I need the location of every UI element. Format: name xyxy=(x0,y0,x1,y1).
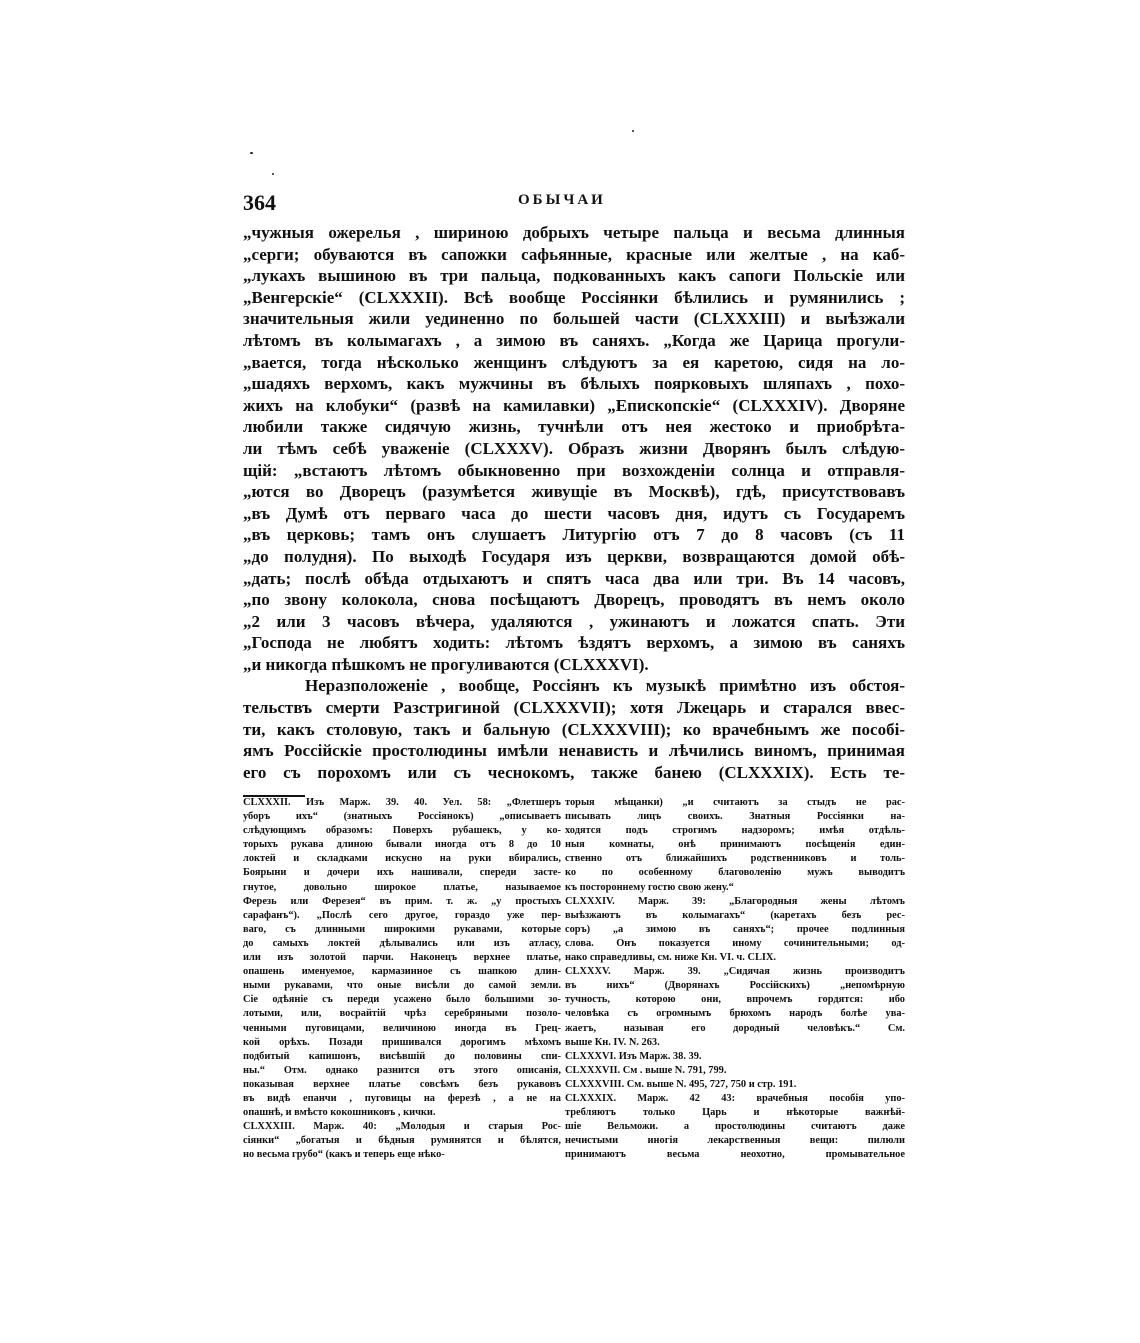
footnote-line: выше Кн. IV. N. 263. xyxy=(565,1036,660,1048)
footnote-line: ственно отъ ближайшихъ родственниковъ и толь- xyxy=(565,853,905,865)
footnote-line: CLXXXV. Марж. 39. „Сидячая жизнь производитъ xyxy=(565,966,905,978)
footnote-line: человѣка съ огромнымъ брюхомъ народъ болѣе ува- xyxy=(565,1008,905,1020)
footnote-line: торыя мѣщанки) „и считаютъ за стыдъ не рас- xyxy=(565,797,905,808)
footnote-line: слова. Онъ показуется иному сочинительными; од- xyxy=(565,937,905,949)
footnotes-left-column xyxy=(243,796,561,1162)
text-line: „ются во Дворецъ (разумѣется живущіе въ Москвѣ), гдѣ, присутствовавъ xyxy=(243,482,905,502)
footnote-line: CLXXXVII. См . выше N. 791, 799. xyxy=(565,1064,727,1076)
page-number: 364 xyxy=(243,190,276,215)
footnote-line: нечистыми иногія лекарственныя вещи: пилюли xyxy=(565,1135,905,1147)
footnote-line: гнутое, довольно широкое платье, называемое xyxy=(243,881,561,893)
running-title: ОБЫЧАИ xyxy=(518,192,606,208)
text-line: „серги; обуваются въ сапожки сафьянные, красные или желтые , на каб- xyxy=(243,244,905,264)
text-line: „по звону колокола, снова посѣщаютъ Дворецъ, проводятъ въ немъ около xyxy=(243,590,905,610)
footnote-line: шіе Вельможи. а простолюдины считаютъ даже xyxy=(565,1121,905,1133)
footnote-line: локтей и складками искусно на руки вбирались, xyxy=(243,853,561,865)
footnote-line: принимаютъ весьма неохотно, промывательное xyxy=(565,1149,905,1161)
footnote-line: но весьма грубо“ (какъ и теперь еще нѣко- xyxy=(243,1149,445,1161)
text-line: „лукахъ вышиною въ три пальца, подкованныхъ какъ сапоги Польскіе или xyxy=(243,266,905,286)
text-line: „2 или 3 часовъ вѣчера, удаляются , ужинаютъ и ложатся спать. Эти xyxy=(243,611,905,631)
footnote-line: Сіе одѣяніе съ переди усажено было большими зо- xyxy=(243,994,561,1006)
footnote-line: опашень именуемое, кармазинное съ шапкою длин- xyxy=(243,966,561,978)
text-line: лѣтомъ въ колымагахъ , а зимою въ саняхъ. „Когда же Царица прогули- xyxy=(243,330,905,350)
text-line: „Венгерскіе“ (CLXXXII). Всѣ вообще Россіянки бѣлились и румянились ; xyxy=(243,287,905,307)
text-line: любили также сидячую жизнь, тучнѣли отъ нея жестоко и приобрѣта- xyxy=(243,417,905,437)
footnote-line: соръ) „а зимою въ саняхъ“; прочее подлинныя xyxy=(565,923,905,935)
text-line: „Господа не любятъ ходить: лѣтомъ ѣздятъ верхомъ, а зимою въ саняхъ xyxy=(243,633,905,653)
footnote-line: ко по особенному благоволенію мужъ выводитъ xyxy=(565,867,905,879)
footnote-line: ходятся подъ строгимъ надзоромъ; имѣя отдѣль- xyxy=(565,825,905,837)
footnote-line: уборъ ихъ“ (знатныхъ Россіянокъ) „описываетъ xyxy=(243,811,561,823)
footnote-line: къ постороннему гостю свою жену.“ xyxy=(565,881,734,893)
footnote-line: ны.“ Отм. однако разнится отъ этого описанія, xyxy=(243,1064,561,1076)
text-line: жихъ на клобуки“ (развѣ на камилавки) „Епископскіе“ (CLXXXIV). Дворяне xyxy=(243,395,905,415)
text-line: „вается, тогда нѣсколько женщинъ слѣдуютъ за ея каретою, сидя на ло- xyxy=(243,352,905,372)
text-line: тельствъ смерти Разстригиной (CLXXXVII); хотя Лжецарь и старался ввес- xyxy=(243,698,905,718)
footnote-line: писывать лицъ своихъ. Знатныя Россіянки на- xyxy=(565,811,905,823)
footnote-line: кой орѣхъ. Позади пришивался дорогимъ мѣхомъ xyxy=(243,1036,561,1048)
footnote-line: показывая верхнее платье совсѣмъ безъ рукавовъ xyxy=(243,1078,561,1090)
footnote-line: жаетъ, называя его дородный человѣкъ.“ См. xyxy=(565,1022,905,1034)
main-text xyxy=(243,222,905,783)
text-line: „въ церковь; тамъ онъ слушаетъ Литургію отъ 7 до 8 часовъ (съ 11 xyxy=(243,525,905,545)
footnote-line: CLXXXII. Изъ Марж. 39. 40. Уел. 58: „Флетшеръ xyxy=(243,797,561,808)
text-line: „чужныя ожерелья , шириною добрыхъ четыре пальца и весьма длинныя xyxy=(243,223,905,242)
footnote-line: сіянки“ „богатыя и бѣдныя румянятся и бѣлятся, xyxy=(243,1135,561,1147)
footnotes-right-column xyxy=(565,796,905,1162)
text-line: „шадяхъ верхомъ, какъ мужчины въ бѣлыхъ поярковыхъ шляпахъ , похо- xyxy=(243,374,905,394)
text-line: „до полудня). По выходѣ Государя изъ церкви, возвращаются домой обѣ- xyxy=(243,546,905,566)
footnote-line: опашнѣ, и вмѣсто кокошниковъ , кички. xyxy=(243,1107,436,1119)
footnote-line: до самыхъ локтей дѣлывались или изъ атласу, xyxy=(243,937,561,949)
footnote-line: требляютъ только Царь и нѣкоторые важнѣй- xyxy=(565,1107,905,1119)
footnote-line: ными рукавами, что оные висѣли до самой земли. xyxy=(243,980,561,992)
footnote-line: Ферезь или Ферезея“ въ прим. т. ж. „у простыхъ xyxy=(243,895,561,907)
footnote-line: въ видѣ епанчи , пуговицы на ферезѣ , а не на xyxy=(243,1092,561,1104)
footnote-line: лотыми, или, восрайтій чрѣз серебряными позоло- xyxy=(243,1008,561,1020)
footnote-line: въ нихъ“ (Дворянахъ Россійскихъ) „непомѣрную xyxy=(565,980,905,992)
scan-speck xyxy=(250,152,253,154)
footnote-line: сарафанъ“). „Послѣ сего другое, гораздо уже пер- xyxy=(243,909,561,921)
page-header xyxy=(243,190,903,220)
scan-speck xyxy=(632,130,634,132)
footnote-line: выѣзжаютъ въ колымагахъ“ (каретахъ безъ рес- xyxy=(565,909,905,921)
footnote-line: торыхъ рукава длиною бывали иногда отъ 8 до 10 xyxy=(243,839,561,851)
footnote-line: подбитый капишонъ, висѣвшій до половины спи- xyxy=(243,1050,561,1062)
text-line: значительныя жили уединенно по большей части (CLXXXIII) и выѣзжали xyxy=(243,309,905,329)
text-line: щій: „встаютъ лѣтомъ обыкновенно при возхожденіи солнца и отправля- xyxy=(243,460,905,480)
text-line: „и никогда пѣшкомъ не прогуливаются (CLXXXVI). xyxy=(243,654,649,674)
footnote-line: тучность, которою они, впрочемъ гордятся: ибо xyxy=(565,994,905,1006)
footnote-line: CLXXXVI. Изъ Марж. 38. 39. xyxy=(565,1050,702,1062)
text-line: ти, какъ столовую, такъ и бальную (CLXXXVIII); ко врачебнымъ же пособі- xyxy=(243,719,905,739)
footnote-line: ченными пуговицами, величиною иногда въ Грец- xyxy=(243,1022,561,1034)
footnote-line: или изъ золотой парчи. Наконецъ верхнее платье, xyxy=(243,952,561,964)
text-line: „въ Думѣ отъ перваго часа до шести часовъ дня, идутъ съ Государемъ xyxy=(243,503,905,523)
text-line: ли тѣмъ себѣ уваженіе (CLXXXV). Образъ жизни Дворянъ былъ слѣдую- xyxy=(243,438,905,458)
text-line: „дать; послѣ обѣда отдыхаютъ и спятъ часа два или три. Въ 14 часовъ, xyxy=(243,568,905,588)
footnote-line: слѣдующимъ образомъ: Поверхъ рубашекъ, у ко- xyxy=(243,825,561,837)
footnote-line: CLXXXVIII. См. выше N. 495, 727, 750 и стр. 191. xyxy=(565,1078,797,1090)
footnote-line: CLXXXIII. Марж. 40: „Молодыя и старыя Рос- xyxy=(243,1121,561,1133)
text-line: Неразположеніе , вообще, Россіянъ къ музыкѣ примѣтно изъ обстоя- xyxy=(305,676,905,696)
footnote-line: ныя комнаты, онѣ принимаютъ посѣщенія един- xyxy=(565,839,905,851)
text-line: его съ порохомъ или съ чеснокомъ, также банею (CLXXXIX). Есть те- xyxy=(243,762,905,782)
text-line: ямъ Россійскіе простолюдины имѣли ненависть и лѣчились виномъ, принимая xyxy=(243,741,905,761)
footnote-line: CLXXXIX. Марж. 42 43: врачебныя пособія упо- xyxy=(565,1092,905,1104)
scan-speck xyxy=(272,173,274,175)
footnote-line: Боярыни и дочери ихъ нашивали, спереди засте- xyxy=(243,867,561,879)
footnote-line: CLXXXIV. Марж. 39: „Благородныя жены лѣтомъ xyxy=(565,895,905,907)
footnote-line: ваго, съ длинными широкими рукавами, которые xyxy=(243,923,561,935)
footnote-line: нако справедливы, см. ниже Кн. VI. ч. CLIX. xyxy=(565,952,777,964)
